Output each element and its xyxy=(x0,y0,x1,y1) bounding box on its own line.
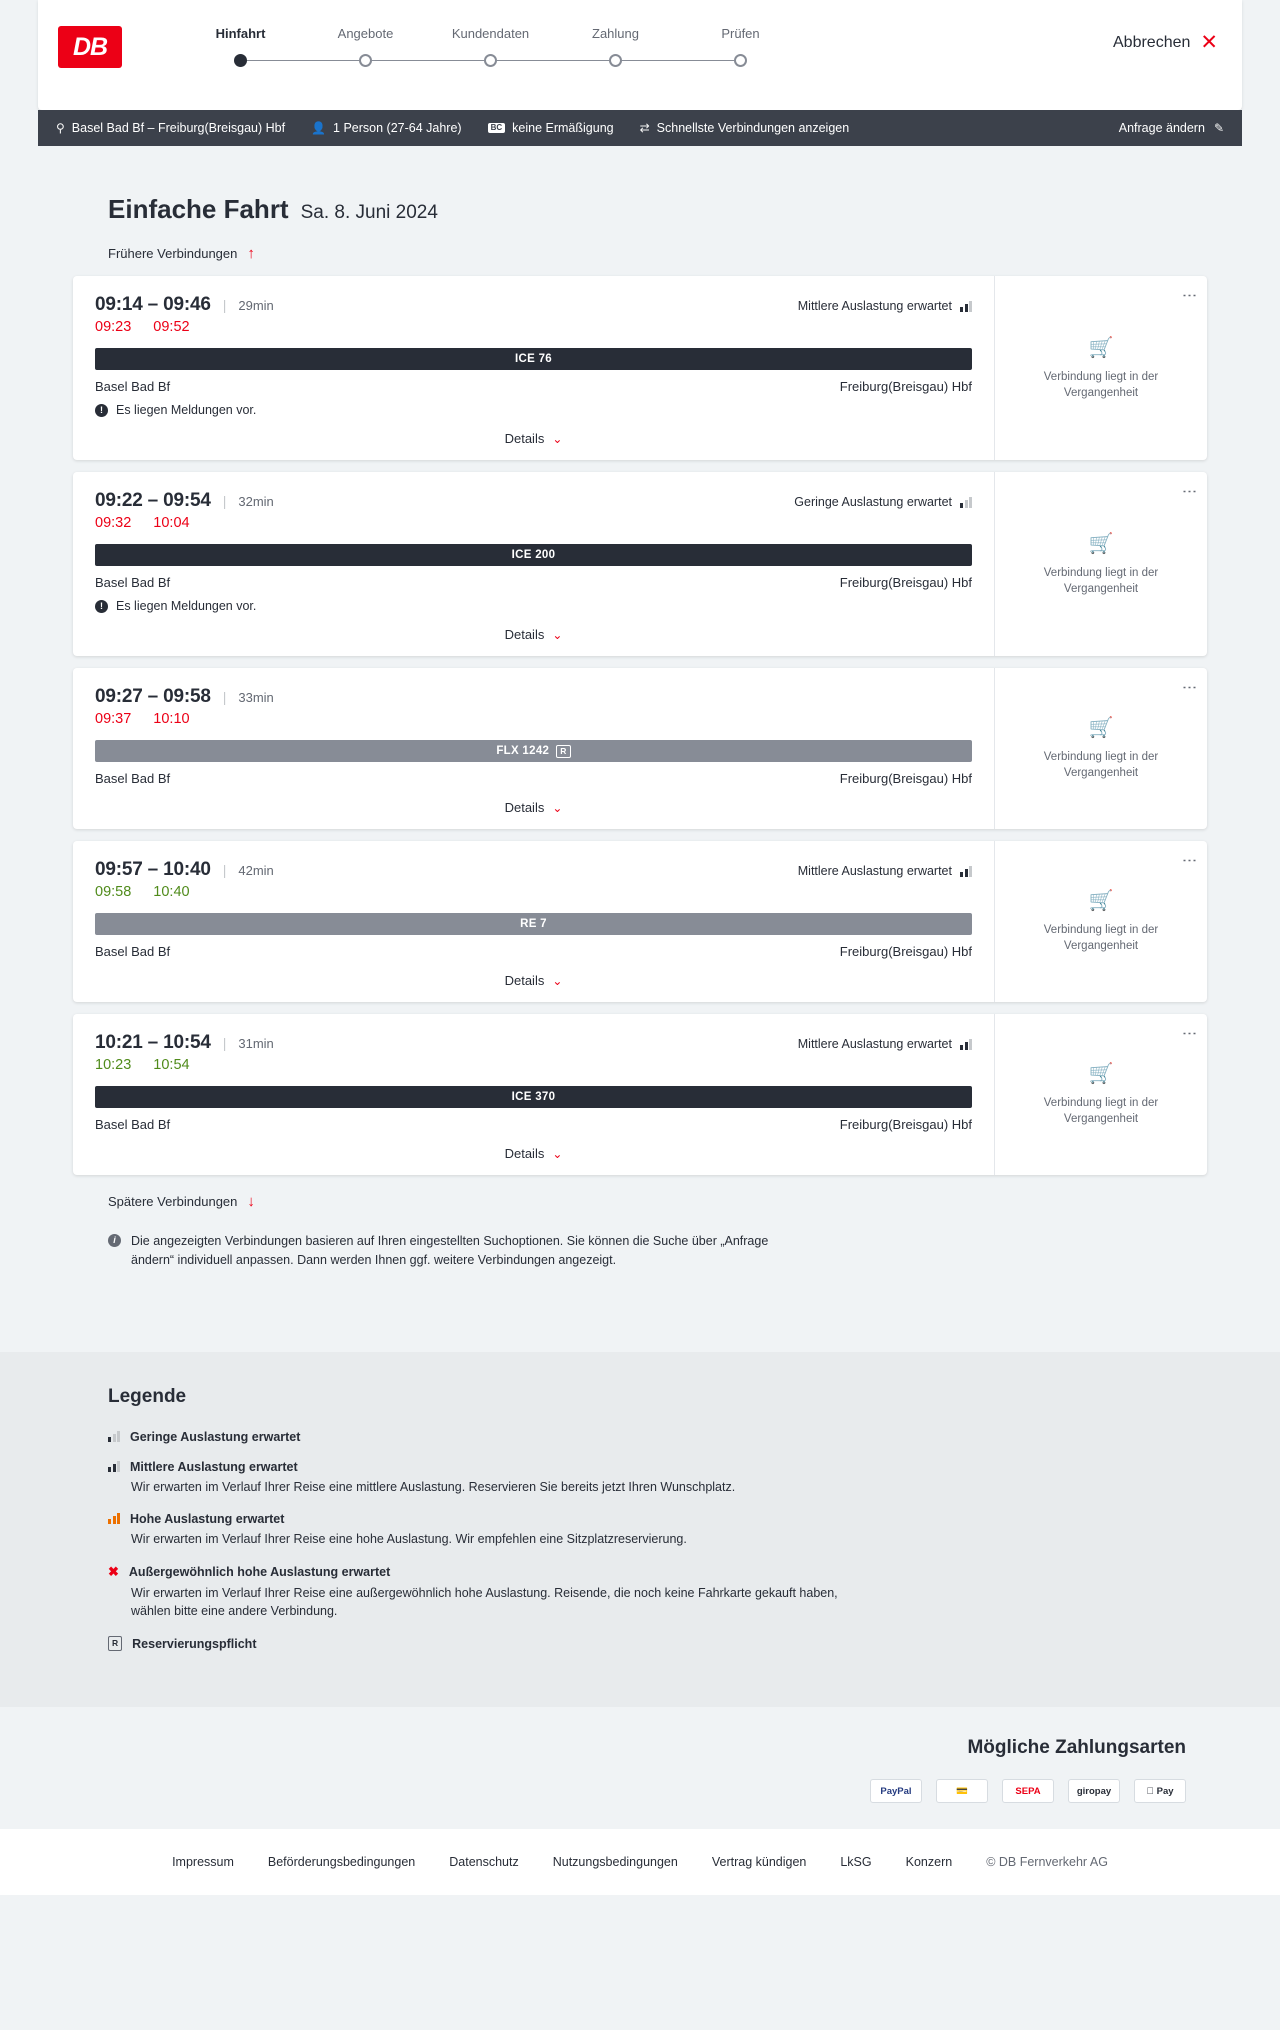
legend-item-low xyxy=(108,1430,1242,1444)
connection-time-range: 09:57 – 10:40 xyxy=(95,859,211,880)
train-label-bar xyxy=(95,913,972,935)
footer-link-konzern[interactable]: Konzern xyxy=(905,1855,953,1869)
connection-card[interactable] xyxy=(73,841,1207,1002)
earlier-connections-button[interactable] xyxy=(38,245,1242,262)
step-dot-icon xyxy=(234,54,247,67)
train-label-bar xyxy=(95,1086,972,1108)
details-toggle[interactable] xyxy=(95,1146,972,1161)
details-label: Details xyxy=(504,627,545,642)
load-label: Mittlere Auslastung erwartet xyxy=(797,1037,952,1051)
very-high-load-icon: ✖ xyxy=(108,1563,119,1579)
later-connections-button[interactable] xyxy=(38,1193,1242,1210)
divider: | xyxy=(222,689,227,705)
details-toggle[interactable] xyxy=(95,973,972,988)
summary-route-label: Basel Bad Bf – Freiburg(Breisgau) Hbf xyxy=(71,121,286,135)
exclamation-icon: ! xyxy=(95,600,108,613)
load-bars-icon xyxy=(960,497,972,508)
cancel-button[interactable] xyxy=(1113,32,1218,53)
actual-departure: 09:37 xyxy=(95,711,132,727)
load-bars-icon xyxy=(108,1513,120,1524)
location-pin-icon: ⚲ xyxy=(56,121,65,135)
step-dot-icon xyxy=(609,54,622,67)
applepay-icon xyxy=(1134,1779,1186,1803)
connection-time-range: 09:22 – 09:54 xyxy=(95,490,211,511)
connection-action-panel xyxy=(995,472,1207,656)
more-options-icon[interactable]: ⋮ xyxy=(1181,853,1198,869)
legend-item-desc: Wir erwarten im Verlauf Ihrer Reise eine mittlere Auslastung. Reservieren Sie bereits jetzt Ihren Wunschplatz. xyxy=(131,1479,736,1494)
cancel-label: Abbrechen xyxy=(1113,33,1191,51)
details-label: Details xyxy=(504,431,545,446)
giropay-icon xyxy=(1068,1779,1120,1803)
connection-card[interactable] xyxy=(73,668,1207,829)
past-connection-label: Verbindung liegt in der Vergangenheit xyxy=(1043,751,1159,779)
app-header xyxy=(38,0,1242,110)
earlier-connections-label: Frühere Verbindungen xyxy=(108,246,238,261)
more-options-icon[interactable]: ⋮ xyxy=(1181,484,1198,500)
connection-duration: 29min xyxy=(238,298,274,313)
departure-station: Basel Bad Bf xyxy=(95,1117,171,1132)
shopping-cart-icon: 🛒 xyxy=(1088,1063,1114,1086)
bahncard-icon: BC xyxy=(488,123,506,134)
step-angebote[interactable] xyxy=(303,26,428,68)
actual-departure: 10:23 xyxy=(95,1057,132,1073)
connection-duration: 32min xyxy=(238,494,274,509)
arrival-station: Freiburg(Breisgau) Hbf xyxy=(839,944,972,959)
step-label: Zahlung xyxy=(592,26,639,41)
summary-fastest-label: Schnellste Verbindungen anzeigen xyxy=(656,121,850,135)
creditcard-icon: 💳 xyxy=(936,1779,988,1803)
paypal-icon xyxy=(870,1779,922,1803)
load-indicator xyxy=(798,864,972,878)
legend-item-label: Hohe Auslastung erwartet xyxy=(130,1511,285,1526)
actual-departure: 09:32 xyxy=(95,515,132,531)
step-label: Prüfen xyxy=(721,26,760,41)
footer-link-datenschutz[interactable]: Datenschutz xyxy=(449,1855,519,1869)
step-label: Hinfahrt xyxy=(215,26,266,41)
shopping-cart-icon: 🛒 xyxy=(1088,717,1114,740)
shopping-cart-icon: 🛒 xyxy=(1088,890,1114,913)
page-title-date: Sa. 8. Juni 2024 xyxy=(300,202,438,223)
sepa-label: SEPA xyxy=(1015,1785,1041,1797)
legend-item-reservation xyxy=(108,1636,1242,1651)
giropay-label: giropay xyxy=(1076,1785,1112,1797)
train-name: FLX 1242 xyxy=(496,745,550,757)
departure-station: Basel Bad Bf xyxy=(95,944,171,959)
past-connection-label: Verbindung liegt in der Vergangenheit xyxy=(1043,370,1159,399)
past-connection-label: Verbindung liegt in der Vergangenheit xyxy=(1043,924,1159,952)
pencil-icon: ✎ xyxy=(1213,121,1224,135)
arrival-station: Freiburg(Breisgau) Hbf xyxy=(839,771,972,786)
connection-details xyxy=(73,472,995,656)
arrival-station: Freiburg(Breisgau) Hbf xyxy=(839,575,972,590)
legend-item-label: Reservierungspflicht xyxy=(132,1636,257,1651)
footer-link-befoerderungsbedingungen[interactable]: Beförderungsbedingungen xyxy=(267,1855,416,1869)
load-bars-icon xyxy=(960,301,972,312)
legend-section xyxy=(0,1352,1280,1708)
chevron-down-icon: ⌄ xyxy=(552,1146,563,1161)
footer-link-impressum[interactable]: Impressum xyxy=(172,1855,234,1869)
summary-fastest[interactable] xyxy=(640,121,850,135)
person-icon: 👤 xyxy=(311,121,327,135)
step-dot-icon xyxy=(734,54,747,67)
load-indicator xyxy=(798,1037,972,1051)
legend-item-label: Mittlere Auslastung erwartet xyxy=(130,1459,298,1474)
arrow-up-icon: ↑ xyxy=(247,245,255,262)
actual-arrival: 10:10 xyxy=(153,711,190,727)
close-icon: ✕ xyxy=(1200,31,1218,54)
payment-methods-section xyxy=(0,1707,1280,1829)
step-connector xyxy=(491,60,616,61)
reservation-required-icon: R xyxy=(108,1636,122,1651)
load-indicator xyxy=(794,495,972,509)
connection-card[interactable] xyxy=(73,276,1207,460)
chevron-down-icon: ⌄ xyxy=(552,973,563,988)
db-logo[interactable]: DB xyxy=(58,26,122,68)
step-dot-icon xyxy=(484,54,497,67)
legend-title: Legende xyxy=(108,1385,187,1407)
step-label: Angebote xyxy=(337,26,394,41)
swap-arrows-icon: ⇄ xyxy=(639,121,650,135)
footer-copyright: © DB Fernverkehr AG xyxy=(986,1855,1108,1869)
search-options-note xyxy=(38,1210,868,1270)
legend-item-desc: Wir erwarten im Verlauf Ihrer Reise eine hohe Auslastung. Wir empfehlen eine Sitzplatzreservierung. xyxy=(131,1531,687,1546)
divider: | xyxy=(222,297,227,313)
load-bars-icon xyxy=(108,1461,120,1472)
load-label: Mittlere Auslastung erwartet xyxy=(797,864,952,878)
info-icon: i xyxy=(108,1234,121,1247)
train-name: ICE 200 xyxy=(511,549,556,561)
main-content xyxy=(38,146,1242,1310)
train-label-bar xyxy=(95,544,972,566)
paypal-label: PayPal xyxy=(880,1785,912,1797)
page-footer xyxy=(0,1829,1280,1895)
sepa-icon xyxy=(1002,1779,1054,1803)
details-label: Details xyxy=(504,1146,545,1161)
arrival-station: Freiburg(Breisgau) Hbf xyxy=(839,379,972,394)
more-options-icon[interactable]: ⋮ xyxy=(1181,680,1198,696)
actual-arrival: 10:54 xyxy=(153,1057,190,1073)
legend-item-label: Geringe Auslastung erwartet xyxy=(130,1429,301,1444)
connection-action-panel xyxy=(995,668,1207,829)
load-bars-icon xyxy=(960,866,972,877)
connection-details xyxy=(73,841,995,1002)
legend-item-high xyxy=(108,1512,1242,1548)
load-label: Geringe Auslastung erwartet xyxy=(794,495,952,509)
train-name: RE 7 xyxy=(520,918,547,930)
load-indicator xyxy=(798,299,972,313)
legend-item-very-high xyxy=(108,1564,1242,1620)
more-options-icon[interactable]: ⋮ xyxy=(1181,1026,1198,1042)
load-label: Mittlere Auslastung erwartet xyxy=(797,299,952,313)
connection-notice[interactable] xyxy=(95,599,972,613)
load-bars-icon xyxy=(960,1039,972,1050)
connection-card[interactable] xyxy=(73,1014,1207,1175)
connection-details xyxy=(73,1014,995,1175)
connection-notice[interactable] xyxy=(95,403,972,417)
checkout-stepper xyxy=(178,26,803,68)
connection-time-range: 10:21 – 10:54 xyxy=(95,1032,211,1053)
actual-departure: 09:23 xyxy=(95,319,132,335)
departure-station: Basel Bad Bf xyxy=(95,771,171,786)
page-title xyxy=(38,146,1242,225)
arrival-station: Freiburg(Breisgau) Hbf xyxy=(839,1117,972,1132)
footer-link-lksg[interactable]: LkSG xyxy=(840,1855,872,1869)
legend-item-mid xyxy=(108,1460,1242,1496)
summary-passengers[interactable] xyxy=(311,121,462,135)
actual-arrival: 09:52 xyxy=(153,319,190,335)
train-label-bar xyxy=(95,740,972,762)
divider: | xyxy=(222,1035,227,1051)
actual-departure: 09:58 xyxy=(95,884,132,900)
step-connector xyxy=(616,60,741,61)
more-options-icon[interactable]: ⋮ xyxy=(1181,288,1198,304)
chevron-down-icon: ⌄ xyxy=(552,800,563,815)
connection-duration: 33min xyxy=(238,690,274,705)
connection-notice-label: Es liegen Meldungen vor. xyxy=(116,599,257,613)
connection-notice-label: Es liegen Meldungen vor. xyxy=(116,403,257,417)
load-bars-icon xyxy=(108,1431,120,1442)
footer-link-nutzungsbedingungen[interactable]: Nutzungsbedingungen xyxy=(552,1855,678,1869)
actual-arrival: 10:40 xyxy=(153,884,190,900)
actual-arrival: 10:04 xyxy=(153,515,190,531)
departure-station: Basel Bad Bf xyxy=(95,379,171,394)
details-toggle[interactable] xyxy=(95,627,972,642)
past-connection-label: Verbindung liegt in der Vergangenheit xyxy=(1043,1097,1159,1125)
summary-discount[interactable] xyxy=(488,121,614,135)
step-zahlung[interactable] xyxy=(553,26,678,68)
connection-action-panel xyxy=(995,276,1207,460)
details-label: Details xyxy=(504,800,545,815)
train-label-bar xyxy=(95,348,972,370)
chevron-down-icon: ⌄ xyxy=(552,431,563,446)
connection-details xyxy=(73,668,995,829)
divider: | xyxy=(222,493,227,509)
connection-time-range: 09:27 – 09:58 xyxy=(95,686,211,707)
train-name: ICE 370 xyxy=(511,1091,556,1103)
connection-action-panel xyxy=(995,841,1207,1002)
connection-time-range: 09:14 – 09:46 xyxy=(95,294,211,315)
applepay-label: Pay xyxy=(1151,1785,1169,1797)
summary-route[interactable] xyxy=(56,121,285,135)
legend-item-desc: Wir erwarten im Verlauf Ihrer Reise eine außergewöhnlich hohe Auslastung. Reisende, die noch keine Fahrkarte gekauft haben, wählen bitte eine andere Verbindung. xyxy=(131,1585,838,1618)
departure-station: Basel Bad Bf xyxy=(95,575,171,590)
arrow-down-icon: ↓ xyxy=(247,1193,255,1210)
shopping-cart-icon: 🛒 xyxy=(1088,336,1114,359)
step-kundendaten[interactable] xyxy=(428,26,553,68)
later-connections-label: Spätere Verbindungen xyxy=(108,1194,238,1209)
page-title-main: Einfache Fahrt xyxy=(108,194,289,224)
past-connection-label: Verbindung liegt in der Vergangenheit xyxy=(1043,566,1159,595)
connection-card[interactable] xyxy=(73,472,1207,656)
step-label: Kundendaten xyxy=(451,26,530,41)
summary-discount-label: keine Ermäßigung xyxy=(512,121,614,135)
footer-link-vertrag-kuendigen[interactable]: Vertrag kündigen xyxy=(711,1855,807,1869)
reservation-required-icon: R xyxy=(556,745,570,758)
connection-duration: 42min xyxy=(238,863,274,878)
legend-item-label: Außergewöhnlich hohe Auslastung erwartet xyxy=(128,1564,391,1579)
step-connector xyxy=(241,60,366,61)
change-request-button[interactable] xyxy=(1119,121,1224,135)
details-label: Details xyxy=(504,973,545,988)
divider: | xyxy=(222,862,227,878)
change-request-label: Anfrage ändern xyxy=(1118,121,1205,135)
step-dot-icon xyxy=(359,54,372,67)
shopping-cart-icon: 🛒 xyxy=(1088,532,1114,555)
chevron-down-icon: ⌄ xyxy=(552,627,563,642)
step-hinfahrt[interactable] xyxy=(178,26,303,68)
step-pruefen[interactable] xyxy=(678,26,803,68)
connection-duration: 31min xyxy=(238,1036,274,1051)
summary-passengers-label: 1 Person (27-64 Jahre) xyxy=(333,121,462,135)
train-name: ICE 76 xyxy=(515,353,552,365)
payment-methods-title: Mögliche Zahlungsarten xyxy=(967,1737,1186,1758)
connection-action-panel xyxy=(995,1014,1207,1175)
details-toggle[interactable] xyxy=(95,431,972,446)
exclamation-icon: ! xyxy=(95,404,108,417)
connection-details xyxy=(73,276,995,460)
search-options-note-text: Die angezeigten Verbindungen basieren auf Ihren eingestellten Suchoptionen. Sie können die Suche über „Anfrage ändern“ individuell anpassen. Dann werden Ihnen ggf. weitere Verbindungen angezeigt. xyxy=(131,1234,769,1267)
search-summary-bar xyxy=(38,110,1242,146)
details-toggle[interactable] xyxy=(95,800,972,815)
step-connector xyxy=(366,60,491,61)
